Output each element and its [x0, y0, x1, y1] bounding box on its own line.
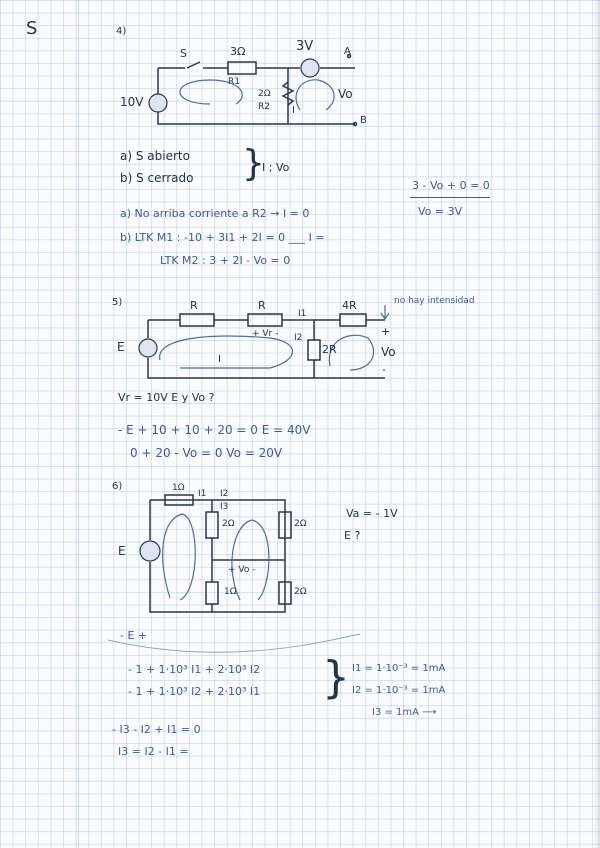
r1-name: R1 — [228, 77, 240, 87]
brace-note: I ; Vo — [262, 161, 290, 174]
equation-6-1: - 1 + 1·10³ I1 + 2·10³ I2 — [128, 663, 261, 676]
vo-label-5: Vo — [381, 345, 396, 359]
r5-4r-label: 4R — [342, 299, 357, 312]
mesh-6-loop-1 — [163, 514, 196, 600]
note-no-current: no hay intensidad — [394, 296, 475, 306]
vo-label-4: Vo — [338, 87, 353, 101]
side-equation-2: Vo = 3V — [418, 205, 463, 218]
terminal-b-label: B — [360, 115, 367, 126]
answer-b: b) LTK M1 : -10 + 3I1 + 2I = 0 ___ I = — [120, 231, 325, 244]
side-equation-1: 3 - Vo + 0 = 0 — [412, 179, 490, 192]
switch-label: S — [180, 47, 187, 60]
case-a-open: a) S abierto — [120, 149, 190, 163]
r6-top-label: 1Ω — [172, 483, 185, 493]
result-i3: I3 = 1mA ⟶ — [372, 707, 437, 718]
given-6: Va = - 1V — [346, 507, 398, 520]
brace: } — [242, 143, 265, 184]
problem-6-label: 6) — [112, 481, 123, 492]
result-i2: I2 = 1·10⁻³ = 1mA — [352, 685, 446, 696]
i6-label-2: I2 — [220, 489, 229, 499]
terminal-a-label: A — [344, 46, 351, 57]
source-3v-label: 3V — [296, 39, 314, 54]
question-6: E ? — [344, 529, 361, 542]
i6-label-1: I1 — [198, 489, 207, 499]
r1-value: 3Ω — [230, 45, 246, 58]
page-number: S — [26, 18, 38, 39]
result-i1: I1 = 1·10⁻³ = 1mA — [352, 663, 446, 674]
answer-a: a) No arriba corriente a R2 → I = 0 — [120, 207, 310, 220]
r6-mid-upper-label: 2Ω — [222, 519, 235, 529]
r5-left-label: R — [190, 299, 198, 312]
equation-5-1: - E + 10 + 10 + 20 = 0 E = 40V — [118, 423, 311, 437]
kcl-2: I3 = I2 - I1 = — [118, 745, 189, 758]
vo-plus: + — [381, 325, 391, 338]
problem-5-label: 5) — [112, 297, 123, 308]
r6-right-lower-label: 2Ω — [294, 587, 307, 597]
r6-mid-lower-label: 1Ω — [224, 587, 237, 597]
source-e5-label: E — [117, 340, 125, 354]
equation-5-2: 0 + 20 - Vo = 0 Vo = 20V — [130, 446, 283, 460]
r2-value: 2Ω — [258, 89, 271, 99]
i1-label-5: I1 — [298, 309, 307, 319]
vo-minus: - — [382, 363, 386, 376]
source-e6-symbol — [140, 541, 160, 561]
answer-b-mesh2: LTK M2 : 3 + 2I - Vo = 0 — [160, 254, 291, 267]
case-b-closed: b) S cerrado — [120, 171, 194, 185]
equation-6-0: - E + — [120, 629, 148, 642]
source-10v-label: 10V — [120, 95, 144, 109]
kcl-1: - I3 - I2 + I1 = 0 — [112, 723, 201, 736]
i6-label-3: I3 — [220, 502, 229, 512]
problem-4-label: 4) — [116, 26, 127, 37]
vr-label: + Vr - — [252, 329, 279, 339]
equation-6-2: - 1 + 1·10³ I2 + 2·10³ I1 — [128, 685, 261, 698]
mesh-5-label: I — [218, 354, 221, 365]
r5-2r-label: 2R — [322, 343, 337, 356]
source-e6-label: E — [118, 544, 126, 558]
r5-mid-label: R — [258, 299, 266, 312]
vo-mark-6: + Vo - — [228, 565, 256, 575]
given-5: Vr = 10V E y Vo ? — [118, 391, 215, 404]
current-i-label: I — [292, 105, 295, 116]
brace-6: } — [322, 652, 350, 703]
r2-name: R2 — [258, 102, 270, 112]
resistor-6-mid-upper — [206, 512, 218, 538]
i2-label-5: I2 — [294, 333, 303, 343]
r6-right-upper-label: 2Ω — [294, 519, 307, 529]
resistor-6-mid-lower — [206, 582, 218, 604]
